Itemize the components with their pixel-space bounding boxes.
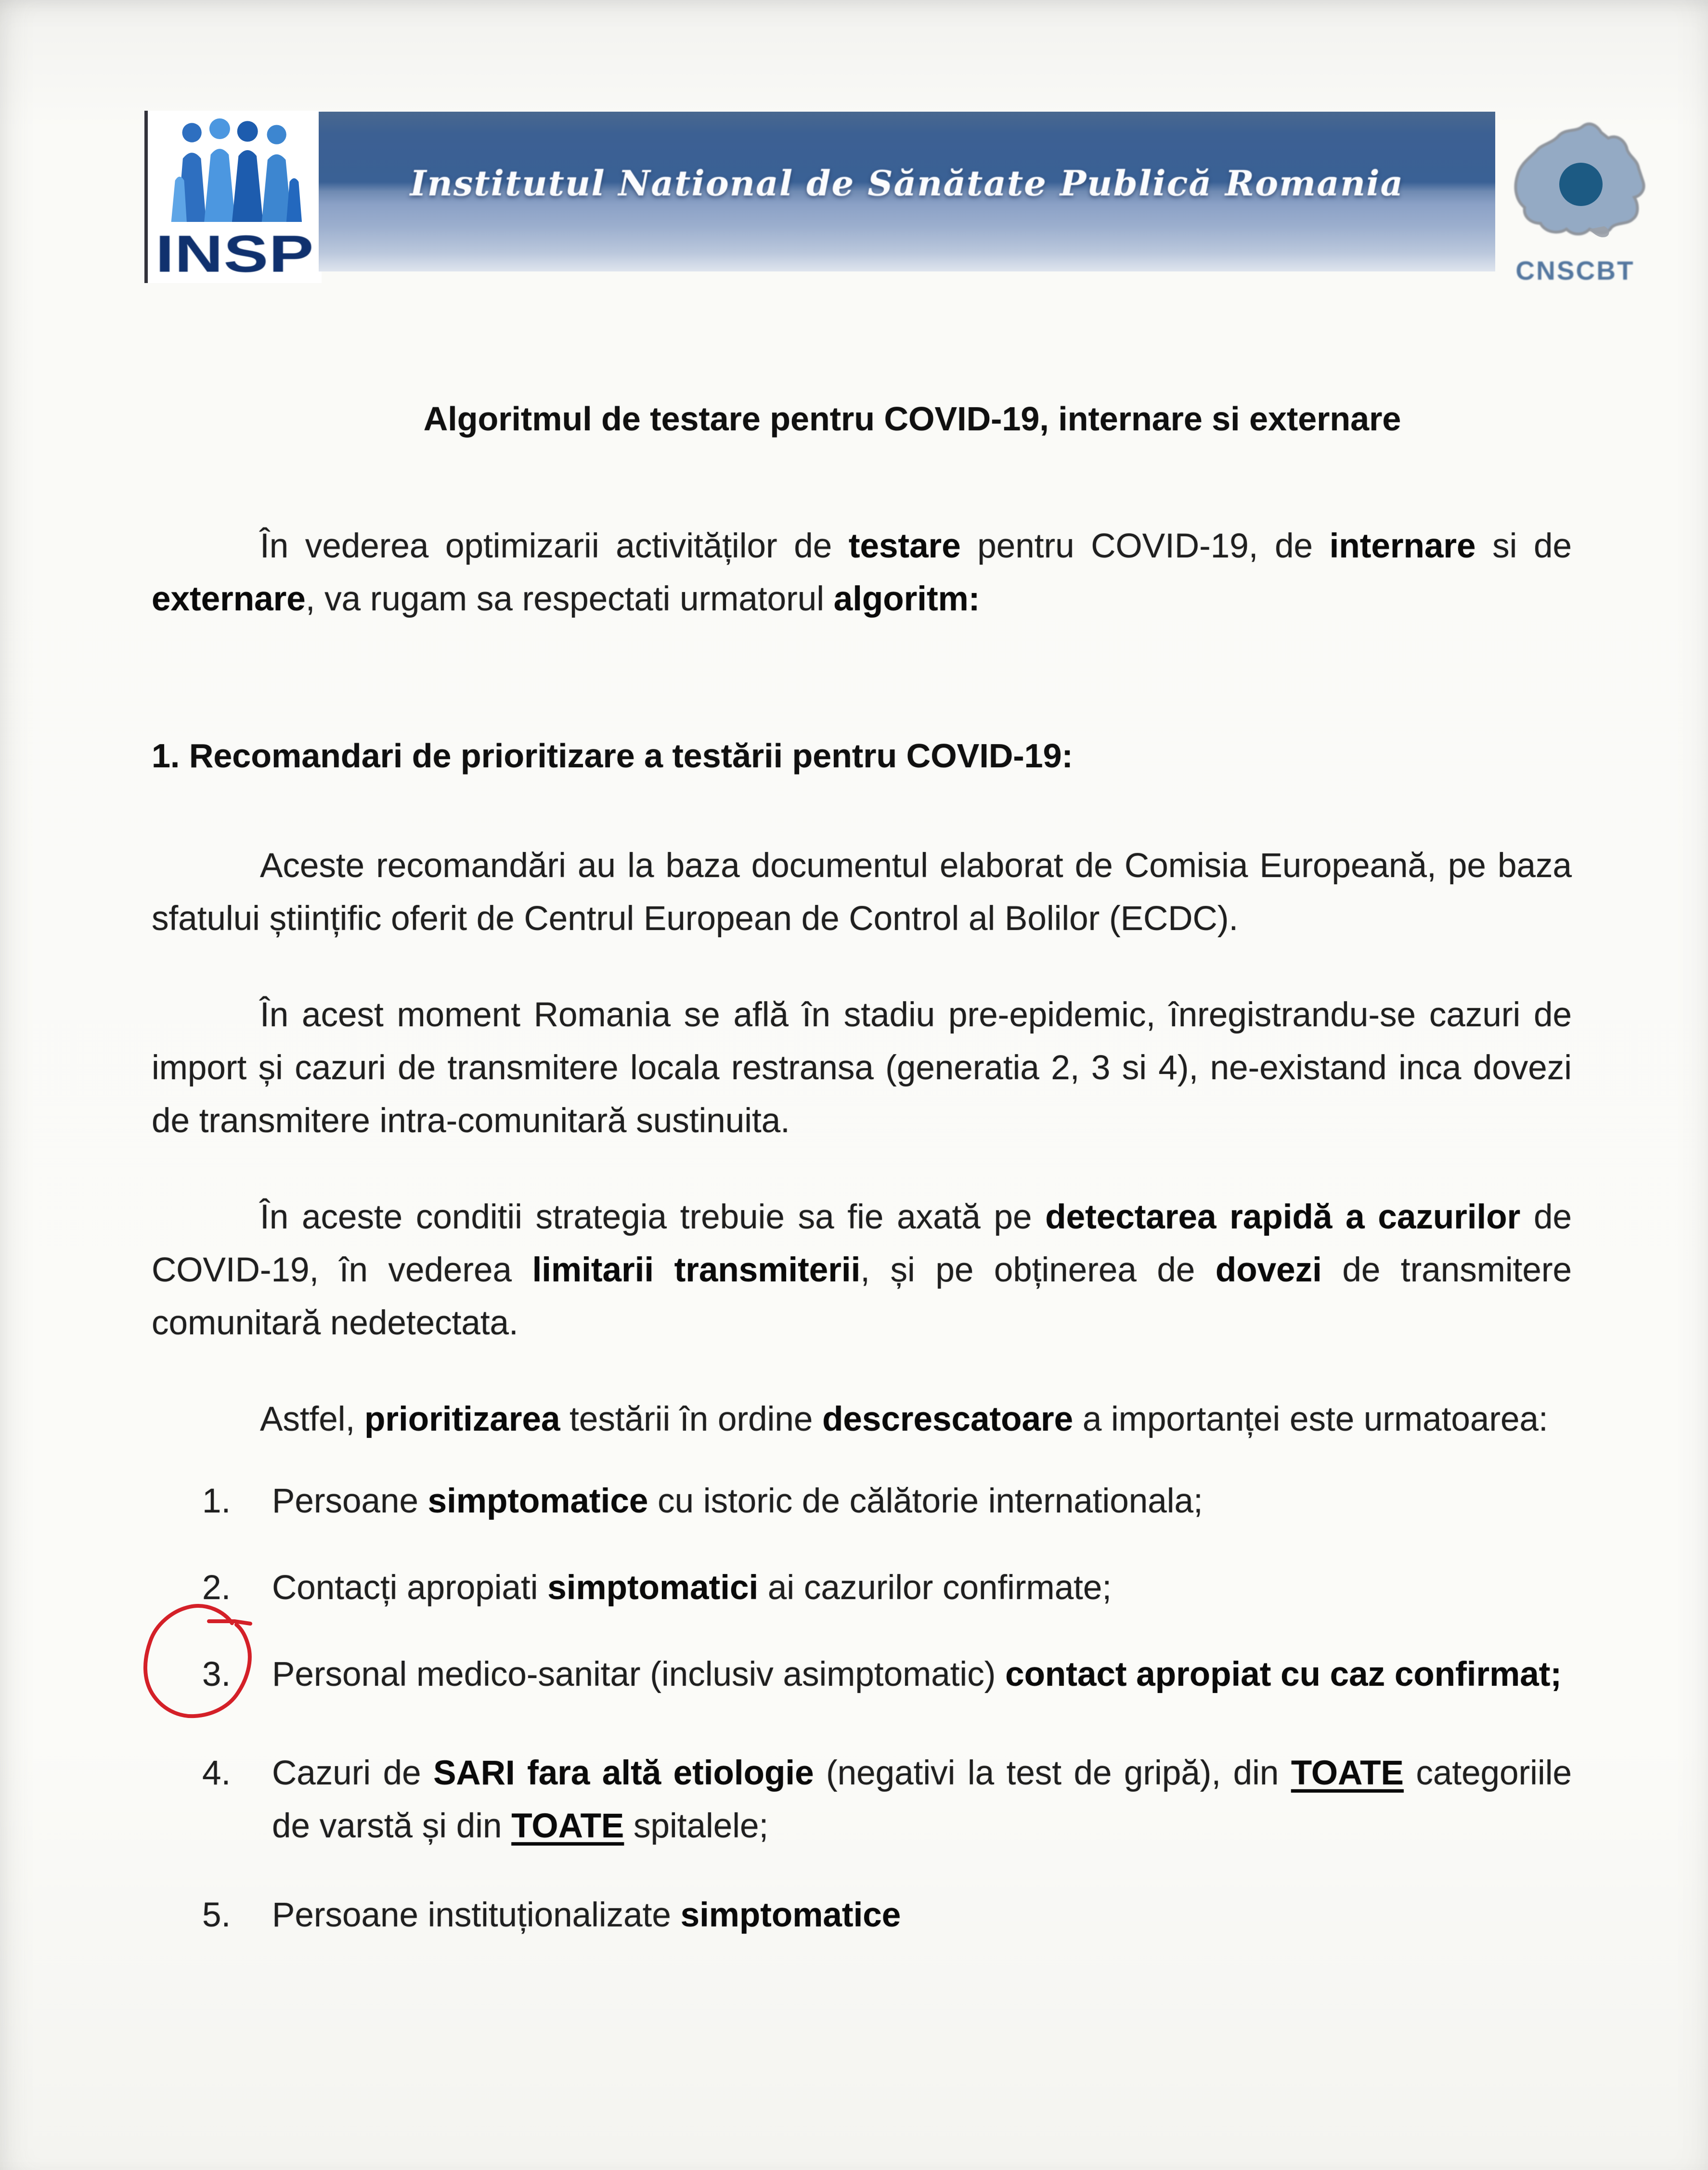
section-heading: 1. Recomandari de prioritizare a testării pentru COVID-19: bbox=[152, 737, 1073, 775]
list-item-number: 3. bbox=[202, 1655, 231, 1693]
list-item bbox=[152, 1562, 1572, 1615]
list-item bbox=[152, 1747, 1572, 1853]
institute-banner-title: Institutul National de Sănătate Publică Romania bbox=[410, 162, 1404, 204]
people-icon bbox=[156, 118, 315, 222]
document-body bbox=[152, 400, 1572, 1942]
list-item-text: Personal medico-sanitar (inclusiv asimptomatic) contact apropiat cu caz confirmat; bbox=[272, 1655, 1562, 1693]
list-item bbox=[152, 1648, 1572, 1701]
list-item-text: Persoane simptomatice cu istoric de călătorie internationala; bbox=[272, 1482, 1203, 1520]
list-item-number: 1. bbox=[202, 1482, 231, 1520]
paragraph-strategy: În aceste conditii strategia trebuie sa fie axată pe detectarea rapidă a cazurilor de COVID-19, în vederea limitarii transmiterii, și pe obținerea de dovezi de transmitere comunitară nedetectata. bbox=[152, 1198, 1572, 1342]
list-item-number: 5. bbox=[202, 1896, 231, 1934]
list-item-text: Cazuri de SARI fara altă etiologie (negativi la test de gripă), din TOATE categoriile de varstă și din TOATE spitalele; bbox=[272, 1754, 1572, 1845]
list-item-number: 2. bbox=[202, 1569, 231, 1607]
list-item bbox=[152, 1475, 1572, 1528]
insp-logo-label: INSP bbox=[155, 225, 314, 284]
paragraph-priority-order: Astfel, prioritizarea testării în ordine descrescatoare a importanței este urmatoarea: bbox=[260, 1400, 1548, 1438]
institute-banner bbox=[319, 112, 1495, 271]
list-item-number: 4. bbox=[202, 1754, 231, 1792]
priority-list bbox=[152, 1475, 1572, 1942]
romania-map-icon bbox=[1503, 115, 1647, 254]
document-title: Algoritmul de testare pentru COVID-19, internare si externare bbox=[423, 400, 1401, 438]
paragraph-pre-epidemic-stage: În acest moment Romania se află în stadiu pre-epidemic, înregistrandu-se cazuri de import și cazuri de transmitere locala restransa (generatia 2, 3 si 4), ne-existand inca dovezi de transmitere intra-comunitară sustinuita. bbox=[152, 996, 1572, 1140]
list-item bbox=[152, 1889, 1572, 1942]
paragraph-recommendations-basis: Aceste recomandări au la baza documentul elaborat de Comisia Europeană, pe baza sfatului științific oferit de Centrul European de Control al Bolilor (ECDC). bbox=[152, 847, 1572, 938]
cnscbt-logo bbox=[1498, 115, 1652, 317]
insp-logo bbox=[144, 111, 322, 283]
cnscbt-logo-label: CNSCBT bbox=[1515, 256, 1635, 285]
list-item-text: Persoane instituționalizate simptomatice bbox=[272, 1896, 901, 1934]
intro-paragraph: În vederea optimizarii activităților de testare pentru COVID-19, de internare si de externare, va rugam sa respectati urmatorul algoritm: bbox=[152, 527, 1572, 618]
list-item-text: Contacți apropiati simptomatici ai cazurilor confirmate; bbox=[272, 1569, 1112, 1607]
